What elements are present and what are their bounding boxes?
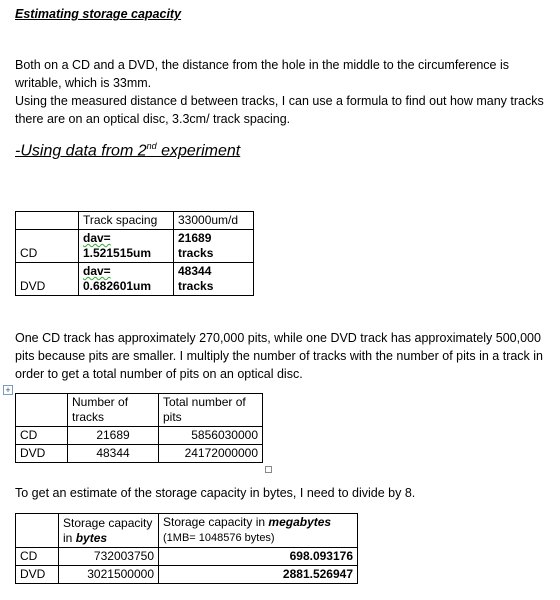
header-cell-empty xyxy=(16,514,59,548)
dvd-capacity-bytes: 3021500000 xyxy=(59,566,159,584)
storage-capacity-table xyxy=(15,513,358,584)
row-label-dvd: DVD xyxy=(16,263,79,296)
dvd-track-spacing xyxy=(79,263,174,296)
table-row xyxy=(16,427,263,445)
table-header-row xyxy=(16,394,263,427)
dvd-spacing-top: dav= xyxy=(83,264,111,278)
table-row xyxy=(16,230,254,263)
cd-capacity-megabytes: 698.093176 xyxy=(159,548,358,566)
cd-track-spacing xyxy=(79,230,174,263)
row-label-dvd: DVD xyxy=(16,566,59,584)
table-header-row xyxy=(16,514,358,548)
cd-tracks-value: 21689 xyxy=(178,231,212,245)
header-cell-total-pits: Total number of pits xyxy=(159,394,263,427)
cd-spacing-value: 1.521515um xyxy=(83,246,152,260)
intro-line-1: Both on a CD and a DVD, the distance from the hole in the middle to the circumference is writable, which is 33mm. xyxy=(15,58,510,90)
cd-capacity-bytes: 732003750 xyxy=(59,548,159,566)
header-cell-empty xyxy=(16,212,79,230)
header-cell-capacity-bytes xyxy=(59,514,159,548)
pits-table xyxy=(15,393,263,463)
cd-spacing-top: dav= xyxy=(83,231,111,245)
header-bytes-em: bytes xyxy=(75,530,108,545)
cd-track-count xyxy=(174,230,254,263)
dvd-track-count xyxy=(174,263,254,296)
dvd-tracks-value: 48344 xyxy=(178,264,212,278)
header-cell-capacity-megabytes xyxy=(159,514,358,548)
cd-number-of-tracks: 21689 xyxy=(68,427,159,445)
subheading-suffix: experiment xyxy=(156,142,241,160)
header-cell-track-spacing: Track spacing xyxy=(79,212,174,230)
table-move-handle-icon[interactable]: + xyxy=(3,385,13,395)
dvd-total-pits: 24172000000 xyxy=(159,445,263,463)
row-label-cd: CD xyxy=(16,427,68,445)
header-bytes-prefix: Storage capacity in xyxy=(63,515,153,545)
track-count-table xyxy=(15,211,254,296)
subheading-superscript: nd xyxy=(146,141,157,151)
header-mb-note: (1MB= 1048576 bytes) xyxy=(163,532,275,544)
section-subheading xyxy=(15,141,240,160)
header-cell-track-formula: 33000um/d xyxy=(174,212,254,230)
table-row xyxy=(16,566,358,584)
dvd-spacing-value: 0.682601um xyxy=(83,279,152,293)
row-label-cd: CD xyxy=(16,230,79,263)
intro-paragraph xyxy=(15,56,545,128)
cd-total-pits: 5856030000 xyxy=(159,427,263,445)
intro-line-2: Using the measured distance d between tracks, I can use a formula to find out how many tracks there are on an optical disc, 3.3cm/ track spacing. xyxy=(15,94,544,126)
cd-tracks-unit: tracks xyxy=(178,246,214,260)
header-mb-prefix: Storage capacity in xyxy=(163,515,269,529)
document-title: Estimating storage capacity xyxy=(15,7,182,21)
row-label-dvd: DVD xyxy=(16,445,68,463)
pits-paragraph: One CD track has approximately 270,000 pits, while one DVD track has approximately 500,000 pits because pits are smaller. I multiply the number of tracks with the number of pits in a track in order to get a total number of pits on an optical disc. xyxy=(15,331,544,381)
table-row xyxy=(16,445,263,463)
dvd-capacity-megabytes: 2881.526947 xyxy=(159,566,358,584)
table-row xyxy=(16,548,358,566)
subheading-prefix: -Using data from 2 xyxy=(15,142,147,160)
row-label-cd: CD xyxy=(16,548,59,566)
table-resize-handle-icon[interactable] xyxy=(265,466,272,473)
dvd-number-of-tracks: 48344 xyxy=(68,445,159,463)
header-cell-number-of-tracks: Number of tracks xyxy=(68,394,159,427)
dvd-tracks-unit: tracks xyxy=(178,279,214,293)
table-row xyxy=(16,263,254,296)
table-header-row xyxy=(16,212,254,230)
header-mb-em: megabytes xyxy=(268,515,332,529)
bytes-paragraph: To get an estimate of the storage capacity in bytes, I need to divide by 8. xyxy=(15,486,416,500)
header-cell-empty xyxy=(16,394,68,427)
